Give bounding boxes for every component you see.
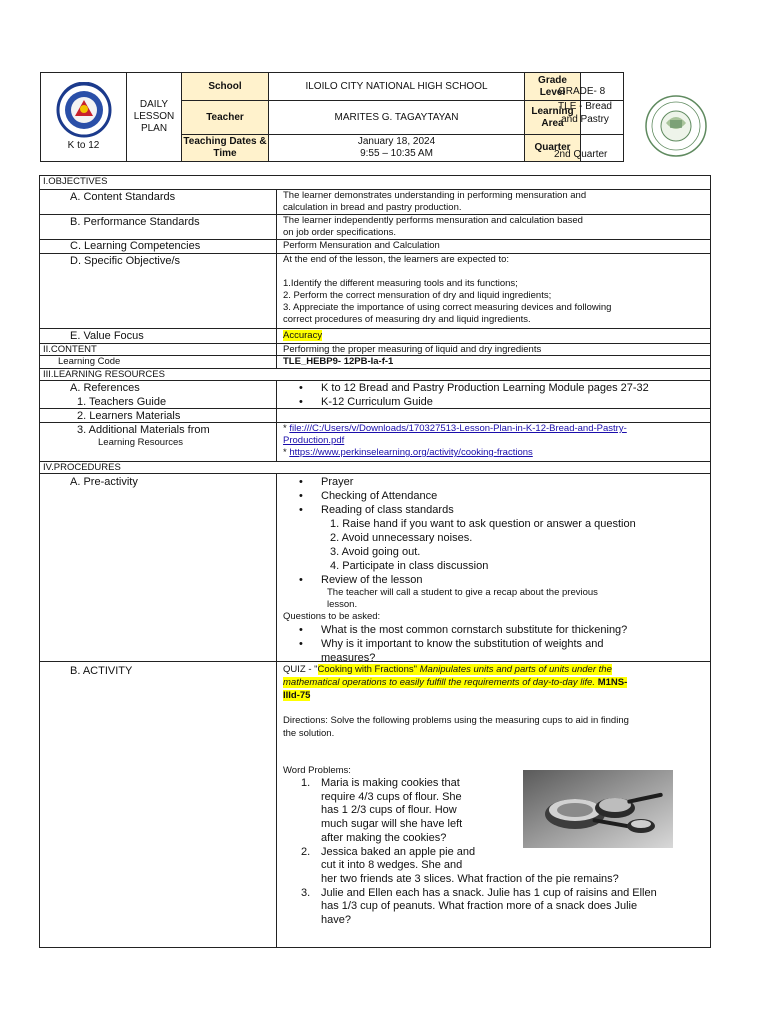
problem-2-line-1: Jessica baked an apple pie and xyxy=(321,845,476,858)
references-row xyxy=(40,380,710,408)
dates-value xyxy=(269,135,525,161)
school-seal-icon xyxy=(636,93,716,159)
specific-objective-3: 3. Appreciate the importance of using correct measuring devices and following xyxy=(283,302,612,313)
problem-1-line-4: much sugar will she have left xyxy=(321,818,463,831)
question-2: • Why is it important to know the substitution of weights and xyxy=(277,637,710,651)
specific-objectives-intro: At the end of the lesson, the learners are expected to: xyxy=(283,254,510,265)
competencies-text: Perform Mensuration and Calculation xyxy=(283,240,440,251)
area-label: Learning Area xyxy=(525,101,581,135)
quiz-desc-1: Manipulates units and parts of units under the xyxy=(416,664,612,675)
performance-standards-text-1: The learner independently performs mensuration and calculation based xyxy=(283,215,583,226)
activity-label: B. ACTIVITY xyxy=(70,665,133,677)
quiz-desc-2: mathematical operations to easily fulfill the requirements of day-to-day life. xyxy=(283,677,596,688)
content-standards-row xyxy=(40,189,710,214)
header-table xyxy=(40,72,624,162)
word-problems-label: Word Problems: xyxy=(283,765,351,776)
dates-label: Teaching Dates & Time xyxy=(182,135,269,161)
performance-standards-text-2: on job order specifications. xyxy=(283,227,397,238)
resource-link-1-cont[interactable]: Production.pdf xyxy=(283,435,345,446)
learners-materials-row xyxy=(40,408,710,422)
link-1-prefix: * xyxy=(283,423,290,434)
standard-4: 4. Participate in class discussion xyxy=(330,560,489,572)
area-value-text: TLE - Bread and Pastry xyxy=(558,101,612,125)
pre-item-standards: • Reading of class standards xyxy=(277,503,710,517)
specific-objectives-label: D. Specific Objective/s xyxy=(70,255,181,267)
additional-materials-label: 3. Additional Materials from xyxy=(77,424,210,436)
quarter-label: Quarter xyxy=(525,135,581,161)
questions-label: Questions to be asked: xyxy=(283,611,381,622)
grade-value-text: GRADE- 8 xyxy=(558,86,606,97)
problem-1-num: 1. xyxy=(301,777,311,789)
pre-item-prayer: • Prayer xyxy=(277,475,710,489)
problem-3-line-3: have? xyxy=(321,914,351,927)
daily-lesson-plan-label: DAILY LESSON PLAN xyxy=(127,73,182,161)
time-value: 9:55 – 10:35 AM xyxy=(360,148,433,159)
problem-2-num: 2. xyxy=(301,845,311,858)
link-2-prefix: * xyxy=(283,447,290,458)
resources-heading: III.LEARNING RESOURCES xyxy=(43,369,165,380)
school-value: ILOILO CITY NATIONAL HIGH SCHOOL xyxy=(269,73,525,101)
resources-heading-row xyxy=(40,368,710,380)
learning-code-value: TLE_HEBP9- 12PB-Ia-f-1 xyxy=(283,356,394,367)
review-text-2: lesson. xyxy=(327,599,358,610)
quiz-code-2: IIId-75 xyxy=(283,690,311,701)
problem-3 xyxy=(277,887,710,928)
directions-1: Directions: Solve the following problems using the measuring cups to aid in finding xyxy=(283,715,629,726)
resource-link-1[interactable]: file:///C:/Users/v/Downloads/170327513-Lesson-Plan-in-K-12-Bread-and-Pastry- xyxy=(289,423,627,434)
standard-3: 3. Avoid going out. xyxy=(330,546,421,558)
problem-1-line-5: after making the cookies? xyxy=(321,831,447,844)
standard-2: 2. Avoid unnecessary noises. xyxy=(330,532,473,544)
teachers-guide-label: 1. Teachers Guide xyxy=(77,396,167,408)
problem-3-line-1: Julie and Ellen each has a snack. Julie has 1 cup of raisins and Ellen xyxy=(321,886,657,899)
quarter-value-text: 2nd Quarter xyxy=(554,149,608,160)
teacher-value: MARITES G. TAGAYTAYAN xyxy=(269,101,525,135)
content-standards-text-1: The learner demonstrates understanding in performing mensuration and xyxy=(283,190,587,201)
competencies-label: C. Learning Competencies xyxy=(70,240,201,252)
content-standards-label: A. Content Standards xyxy=(70,191,176,203)
measuring-cups-image xyxy=(523,770,673,848)
problem-2-line-3: her two friends ate 3 slices. What fraction of the pie remains? xyxy=(321,872,619,885)
review-text-1: The teacher will call a student to give a recap about the previous xyxy=(327,587,598,598)
value-focus-text: Accuracy xyxy=(283,330,323,341)
procedures-heading-row xyxy=(40,461,710,473)
learners-materials-label: 2. Learners Materials xyxy=(77,410,181,422)
quiz-title: Cooking with Fractions" xyxy=(317,664,417,675)
specific-objective-2: 2. Perform the correct mensuration of dry and liquid ingredients; xyxy=(283,290,552,301)
objectives-heading-row xyxy=(40,176,710,189)
problem-1-line-3: has 1 2/3 cups of flour. How xyxy=(321,804,457,817)
school-label: School xyxy=(182,73,269,101)
teacher-label: Teacher xyxy=(182,101,269,135)
additional-materials-row xyxy=(40,422,710,461)
content-standards-text-2: calculation in bread and pastry production. xyxy=(283,202,462,213)
content-row xyxy=(40,343,710,355)
quiz-code-1: M1NS- xyxy=(595,677,628,688)
content-text: Performing the proper measuring of liquid and dry ingredients xyxy=(283,344,542,355)
specific-objectives-row xyxy=(40,253,710,328)
value-focus-label: E. Value Focus xyxy=(70,330,144,342)
question-1: • What is the most common cornstarch substitute for thickening? xyxy=(277,623,710,637)
quiz-prefix: QUIZ - " xyxy=(283,664,318,675)
deped-seal-icon xyxy=(49,82,119,138)
problem-3-num: 3. xyxy=(301,886,311,899)
resource-link-2[interactable]: https://www.perkinselearning.org/activity/cooking-fractions xyxy=(289,447,533,458)
problem-2-line-2: cut it into 8 wedges. She and xyxy=(321,859,463,872)
learning-code-label: Learning Code xyxy=(58,356,121,367)
date-value: January 18, 2024 xyxy=(357,136,436,147)
problem-1-line-1: Maria is making cookies that xyxy=(321,777,460,789)
value-focus-row xyxy=(40,328,710,343)
problem-3-line-2: has 1/3 cup of peanuts. What fraction more of a snack does Julie xyxy=(321,900,638,913)
objectives-heading: I.OBJECTIVES xyxy=(43,176,108,187)
standard-1: 1. Raise hand if you want to ask question or answer a question xyxy=(330,518,636,530)
directions-2: the solution. xyxy=(283,728,335,739)
question-2-cont: measures? xyxy=(321,652,376,664)
pre-item-attendance: • Checking of Attendance xyxy=(277,489,710,503)
deped-logo-cell xyxy=(41,73,127,161)
k12-label: K to 12 xyxy=(67,140,100,151)
reference-item-2: • K-12 Curriculum Guide xyxy=(277,395,710,409)
problem-2 xyxy=(277,846,710,887)
reference-item-1: • K to 12 Bread and Pastry Production Learning Module pages 27-32 xyxy=(277,381,710,395)
pre-item-review: • Review of the lesson xyxy=(277,573,710,587)
specific-objective-3-cont: correct procedures of measuring dry and liquid ingredients. xyxy=(283,314,531,325)
performance-standards-row xyxy=(40,214,710,239)
references-label: A. References xyxy=(70,382,140,394)
content-heading: II.CONTENT xyxy=(43,344,97,355)
competencies-row xyxy=(40,239,710,253)
performance-standards-label: B. Performance Standards xyxy=(70,216,200,228)
specific-objective-1: 1.Identify the different measuring tools and its functions; xyxy=(283,278,518,289)
procedures-heading: IV.PROCEDURES xyxy=(43,462,121,473)
grade-label: Grade Level xyxy=(525,73,581,101)
problem-1-line-2: require 4/3 cups of flour. She xyxy=(321,790,462,803)
pre-activity-row xyxy=(40,473,710,664)
pre-activity-label: A. Pre-activity xyxy=(70,476,138,488)
additional-materials-sub: Learning Resources xyxy=(98,437,184,448)
learning-code-row xyxy=(40,355,710,368)
